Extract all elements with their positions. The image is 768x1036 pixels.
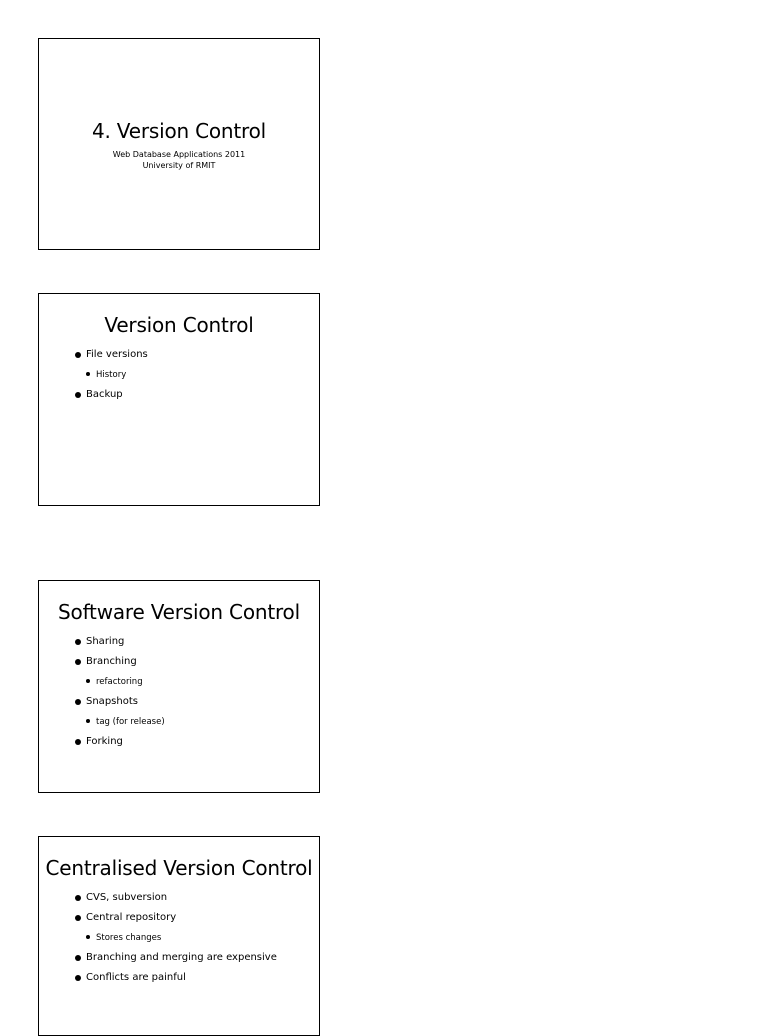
- bullet-icon: [75, 739, 81, 745]
- slide-title: Version Control: [104, 313, 254, 337]
- subtitle-line: Web Database Applications 2011: [112, 150, 246, 159]
- bullet-item: [39, 656, 319, 668]
- slide-1: [38, 38, 320, 250]
- bullet-text: tag (for release): [96, 717, 165, 727]
- bullet-item: [39, 952, 319, 964]
- bullet-item: [39, 736, 319, 748]
- bullet-icon: [75, 392, 81, 398]
- bullet-text: History: [96, 370, 127, 380]
- bullet-text: refactoring: [96, 677, 143, 687]
- bullet-item: [39, 892, 319, 904]
- bullet-list: [39, 892, 319, 984]
- bullet-icon: [75, 352, 81, 358]
- bullet-icon: [86, 935, 90, 939]
- bullet-text: Conflicts are painful: [86, 972, 186, 983]
- bullet-text: Branching and merging are expensive: [86, 952, 277, 963]
- subtitle-line: University of RMIT: [142, 161, 216, 170]
- bullet-list: [39, 636, 319, 748]
- bullet-item: [39, 972, 319, 984]
- bullet-icon: [86, 679, 90, 683]
- slide-title: Centralised Version Control: [45, 856, 313, 880]
- bullet-icon: [75, 975, 81, 981]
- bullet-item: [39, 912, 319, 924]
- bullet-text: Sharing: [86, 636, 125, 647]
- slide-3: [38, 580, 320, 793]
- bullet-icon: [75, 639, 81, 645]
- bullet-icon: [75, 659, 81, 665]
- bullet-icon: [75, 915, 81, 921]
- sub-bullet-item: [39, 716, 319, 728]
- sub-bullet-item: [39, 676, 319, 688]
- bullet-text: File versions: [86, 349, 148, 360]
- bullet-icon: [75, 955, 81, 961]
- sub-bullet-item: [39, 932, 319, 944]
- bullet-item: [39, 349, 319, 361]
- slide-2: [38, 293, 320, 506]
- sub-bullet-item: [39, 369, 319, 381]
- slide-subtitle: [39, 149, 319, 171]
- bullet-text: Snapshots: [86, 696, 138, 707]
- bullet-icon: [86, 719, 90, 723]
- bullet-text: Stores changes: [96, 933, 162, 943]
- bullet-text: Backup: [86, 389, 123, 400]
- bullet-item: [39, 389, 319, 401]
- bullet-icon: [75, 895, 81, 901]
- bullet-item: [39, 696, 319, 708]
- bullet-list: [39, 349, 319, 401]
- bullet-icon: [75, 699, 81, 705]
- bullet-text: Branching: [86, 656, 137, 667]
- slide-4: [38, 836, 320, 1036]
- bullet-icon: [86, 372, 90, 376]
- bullet-text: Forking: [86, 736, 123, 747]
- bullet-text: CVS, subversion: [86, 892, 168, 903]
- slide-title: Software Version Control: [58, 600, 300, 624]
- bullet-item: [39, 636, 319, 648]
- bullet-text: Central repository: [86, 912, 177, 923]
- slide-title: 4. Version Control: [91, 119, 267, 143]
